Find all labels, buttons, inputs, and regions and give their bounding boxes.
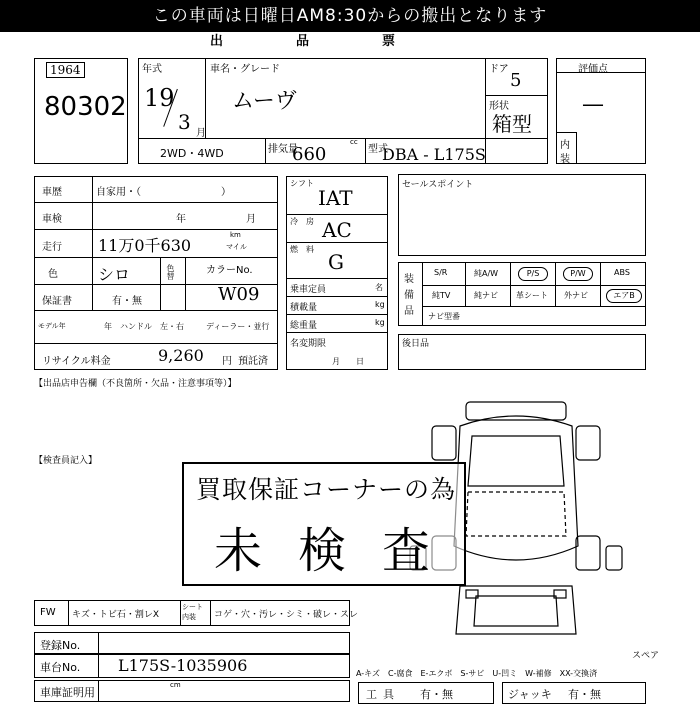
later-date-label: 後日品 (402, 339, 430, 349)
model-year-label: モデル年 (38, 322, 66, 330)
chassis-value: L175S-1035906 (118, 656, 248, 675)
fuel-value: G (328, 250, 344, 274)
recycle-deposit: 預託済 (238, 356, 268, 367)
no-inspection-stamp (182, 462, 466, 586)
nenshiki-label: 年式 (142, 64, 162, 75)
aircon-label: 冷房 (290, 217, 322, 226)
later-date-box (398, 334, 646, 370)
naisou-label-1: 内 (560, 140, 570, 151)
equip-ps: P/S (518, 267, 548, 281)
rating-value: — (582, 92, 604, 117)
shift-label: シフト (290, 179, 314, 188)
notice-banner: この車両は日曜日AM8:30からの搬出となります (0, 0, 700, 32)
certificate-label: 車庫証明用 (40, 686, 95, 699)
equip-pw: P/W (563, 267, 593, 281)
weight-unit: kg (375, 318, 385, 327)
recycle-label: リサイクル料金 (42, 356, 111, 367)
displacement-unit: cc (350, 138, 358, 146)
name-change-unit: 月 日 (332, 357, 364, 366)
color-label: 色 (48, 269, 58, 280)
mileage-value: 11万0千630 (98, 236, 192, 255)
inspection-label: 車検 (42, 214, 62, 225)
color-no-value: W09 (218, 284, 260, 305)
sales-point-label: セールスポイント (402, 180, 474, 190)
equip-navi: 純ナビ (474, 291, 498, 300)
fuel-label: 燃料 (290, 245, 322, 254)
shape-value: 箱型 (492, 112, 532, 136)
equip-ext-navi: 外ナビ (564, 291, 588, 300)
seat-text: コゲ・穴・汚レ・シミ・破レ・スレ (214, 610, 359, 620)
registration-row (34, 632, 350, 654)
lot-year-code: 1964 (46, 62, 85, 78)
name-change-label: 名変期限 (290, 339, 327, 349)
equip-leather: 革シート (516, 291, 548, 300)
load-unit: kg (375, 300, 385, 309)
equipment-label: 装備品 (404, 274, 414, 317)
capacity-unit: 名 (375, 283, 383, 292)
doors-label: ドア (489, 64, 509, 75)
form-title-fragment: 出 品 票 (210, 34, 426, 49)
seller-remarks-label: 【出品店申告欄（不良箇所・欠品・注意事項等）】 (34, 379, 237, 389)
equip-abs: ABS (614, 268, 630, 277)
handle-value: ハンドル 左・右 (120, 322, 184, 331)
seat-label: シート内装 (182, 603, 203, 621)
car-name-value: ムーヴ (232, 89, 297, 114)
stamp-line-1: 買取保証コーナーの為 (196, 475, 457, 504)
inspector-label: 【検査員記入】 (34, 456, 98, 466)
nenshiki-month: 3 (178, 110, 191, 134)
model-label: 型式 (368, 144, 388, 155)
equip-aw: 純A/W (474, 269, 499, 278)
spare-label: スペア (632, 651, 660, 661)
history-value: 自家用・（ ） (96, 187, 231, 198)
color-value: シロ (98, 265, 131, 284)
equip-tv: 純TV (432, 291, 451, 300)
car-name-label: 車名・グレード (210, 64, 280, 75)
mileage-unit-km: km (230, 231, 241, 239)
capacity-label: 乗車定員 (290, 285, 327, 295)
dealer-value: ディーラー・並行 (206, 322, 270, 331)
load-label: 積載量 (290, 303, 318, 313)
stamp-line-2: 未検査 (214, 523, 467, 579)
recycle-unit: 円 (222, 356, 232, 367)
drive-value: 2WD・4WD (160, 147, 224, 160)
registration-label: 登録No. (40, 639, 81, 652)
displacement-label: 排気量 (268, 144, 298, 155)
lot-vehicle-code: 80302 (44, 92, 127, 122)
model-value: DBA - L175S (382, 145, 486, 164)
displacement-value: 660 (292, 144, 327, 165)
recycle-value: 9,260 (158, 346, 204, 365)
tools-value: 有・無 (420, 688, 453, 701)
inspection-year-unit: 年 (176, 214, 186, 225)
certificate-unit: cm (170, 681, 181, 689)
equip-sr: S/R (434, 268, 448, 277)
equip-airbag: エアB (606, 289, 642, 303)
nenshiki-month-unit: 月 (196, 128, 206, 139)
mileage-label: 走行 (42, 242, 62, 253)
doors-value: 5 (510, 70, 522, 91)
fw-text: キズ・トビ石・割レX (72, 610, 159, 620)
color-no-label: カラーNo. (206, 265, 253, 276)
tools-label: 工具 (366, 688, 400, 701)
rating-label: 評価点 (578, 64, 608, 75)
mileage-unit-mile: マイル (226, 243, 247, 251)
shift-value: IAT (318, 186, 353, 210)
nenshiki-year: 19 (144, 84, 175, 112)
inspection-month-unit: 月 (246, 214, 256, 225)
warranty-label: 保証書 (42, 296, 72, 307)
warranty-value: 有・無 (112, 296, 142, 307)
color-change-label: 色替 (166, 264, 175, 280)
naisou-label-2: 装 (560, 154, 570, 165)
jack-value: 有・無 (568, 688, 601, 701)
shape-label: 形状 (489, 101, 509, 112)
chassis-label: 車台No. (40, 661, 81, 674)
fw-label: FW (40, 607, 56, 618)
damage-legend: A-キズ C-腐食 E-エクボ S-サビ U-凹ミ W-補修 XX-交換済 (356, 669, 598, 678)
aircon-value: AC (322, 218, 352, 242)
model-year-value: 年 (104, 322, 112, 331)
jack-label: ジャッキ (508, 688, 552, 701)
history-label: 車歴 (42, 187, 62, 198)
equip-navi-model: ナビ型番 (428, 312, 460, 321)
weight-label: 総重量 (290, 321, 318, 331)
